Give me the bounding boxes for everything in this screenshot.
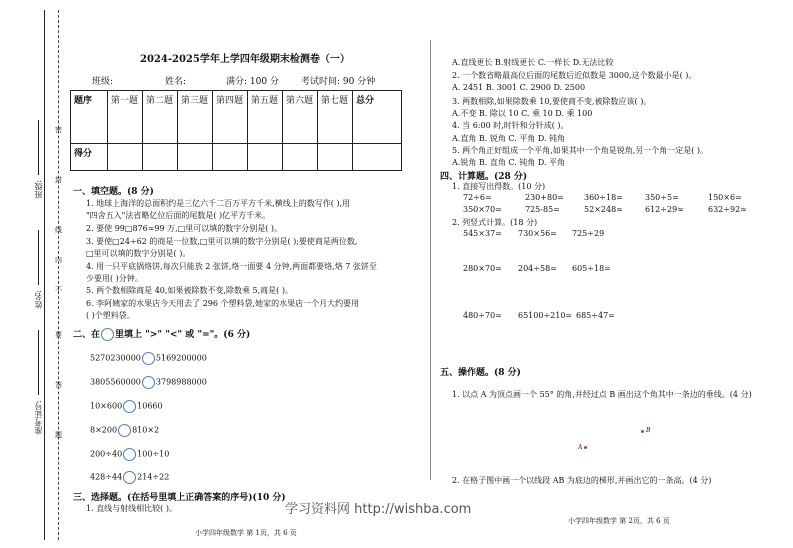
fill-item: 1. 地球上海洋的总面积约是三亿六千二百万平方千米,横线上的数写作( ),用 [86, 199, 351, 208]
compare-left: 3805560000 [90, 377, 141, 387]
info-class: 班级: [92, 77, 114, 87]
calc2-heading: 2. 列竖式计算。(18 分) [452, 218, 538, 227]
calc1-item: 150×6= [708, 193, 742, 202]
calc1-item: 350÷5= [645, 193, 679, 202]
name-label: 姓名: [34, 290, 43, 309]
calc2-item: 730×56= [518, 229, 557, 238]
calc1-item: 612÷29≈ [645, 205, 684, 214]
exam-title: 2024-2025学年上学四年级期末检测卷（一） [140, 54, 350, 65]
compare-left: 428÷44 [90, 472, 123, 482]
score-cell[interactable] [283, 144, 318, 171]
fill-item: 4. 用一只平底锅烙饼,每次只能放 2 张饼,烙一面要 4 分钟,两面都要烙,烙 7 张饼至 [86, 262, 377, 271]
fill-item: ( )个塑料袋。 [86, 311, 135, 320]
fill-item: 2. 要使 99□876≈99 万,□里可以填的数字分别是( )。 [86, 224, 283, 233]
section4-heading: 四、计算题。(28 分) [440, 172, 528, 182]
seal-char: 答 [55, 381, 62, 389]
compare-circle[interactable] [142, 376, 155, 389]
calc1-heading: 1. 直接写出得数。(10 分) [452, 182, 546, 191]
score-cell[interactable] [353, 144, 402, 171]
score-header-cell: 第二题 [143, 91, 178, 144]
calc2-item: 204÷58= [518, 264, 557, 273]
seal-char: 不 [55, 286, 62, 294]
operation-q2: 2. 在格子图中画一个以线段 AB 为底边的梯形,并画出它的一条高。(4 分) [452, 476, 712, 485]
score-value-row [71, 144, 402, 171]
compare-right: 810×2 [132, 425, 160, 435]
q2-options: A. 2451 B. 3001 C. 2900 D. 2500 [452, 83, 586, 92]
score-cell[interactable] [178, 144, 213, 171]
calc2-item: 480÷70= [463, 311, 502, 320]
fill-item: 5. 两个数相除商是 40,如果被除数不变,除数乘 5,商是( )。 [86, 286, 293, 295]
calc2-item: 545×37= [463, 229, 502, 238]
fill-item: □里可以填的数字分别是( )。 [86, 249, 191, 258]
seal-char: 题 [55, 431, 62, 439]
compare-row [90, 376, 207, 389]
q3-options: A.不变 B. 除以 10 C. 乘 10 D. 乘 100 [452, 109, 593, 118]
calc1-item: 360÷18= [584, 193, 623, 202]
class-label: 班级: [34, 180, 43, 199]
calc1-item: 632÷92≈ [708, 205, 747, 214]
section5-heading: 五、操作题。(8 分) [440, 368, 521, 378]
compare-right: 5169200000 [155, 353, 207, 363]
calc1-item: 52×248≈ [584, 205, 623, 214]
section1-heading: 一、填空题。(8 分) [73, 187, 154, 197]
compare-row [90, 424, 159, 437]
seal-char: 内 [55, 256, 62, 264]
point-b-marker [641, 430, 644, 433]
calc2-item: 605÷18= [572, 264, 611, 273]
section3-heading: 三、选择题。(在括号里填上正确答案的序号)(10 分) [73, 493, 286, 503]
compare-row [90, 400, 163, 413]
info-time: 考试时间: 90 分钟 [301, 77, 376, 87]
seal-char: 线 [55, 226, 62, 234]
q4-options: A.直角 B. 锐角 C. 平角 D. 钝角 [452, 134, 566, 143]
score-header-cell: 题序 [71, 91, 108, 144]
point-a-label: A [578, 444, 583, 451]
footer-left: 小学四年级数学 第 1页，共 6 页 [195, 529, 297, 537]
fill-item: 3. 要使□24÷62 的商是一位数,□里可以填的数字分别是( );要使商是两位数, [86, 237, 358, 246]
score-cell[interactable] [248, 144, 283, 171]
compare-circle[interactable] [118, 424, 131, 437]
compare-left: 200÷40 [90, 449, 123, 459]
seal-char: 密 [55, 126, 62, 134]
score-header-cell: 第六题 [283, 91, 318, 144]
score-header-cell: 第四题 [213, 91, 248, 144]
compare-left: 5270230000 [90, 353, 141, 363]
calc2-item: 65100÷210= [518, 311, 573, 320]
compare-right: 214÷22 [137, 472, 170, 482]
choice-q2: 2. 一个数省略最高位后面的尾数后近似数是 3000,这个数最小是( )。 [452, 71, 697, 80]
operation-q1: 1. 以点 A 为顶点画一个 55° 的角,并经过点 B 画出这个角其中一条边的垂线。(4 分) [452, 390, 752, 399]
choice-q4: 4. 当 6:00 时,时针和分针成( )。 [452, 121, 569, 130]
id-label: 准考证号: [34, 400, 43, 435]
class-underline [38, 120, 39, 175]
id-underline [38, 330, 39, 395]
compare-circle[interactable] [123, 400, 136, 413]
choice-q5: 5. 两个角正好组成一个平角,如果其中一个角是锐角,另一个角一定是( )。 [452, 146, 709, 155]
choice-q3: 3. 两数相除,如果除数乘 10,要使商不变,被除数应该( )。 [452, 97, 652, 106]
point-a-marker [584, 446, 587, 449]
watermark-text: 学习资料网 http://wishba.com [285, 502, 472, 517]
calc1-item: 350×70= [463, 205, 502, 214]
compare-right: 10660 [137, 401, 163, 411]
info-name: 姓名: [165, 77, 187, 87]
compare-row [90, 448, 169, 461]
score-header-cell: 第一题 [108, 91, 143, 144]
score-table [70, 90, 402, 171]
score-cell[interactable] [108, 144, 143, 171]
section2-heading [73, 327, 250, 341]
fill-item: 6. 李阿姨家的水果店今天用去了 296 个塑料袋,她家的水果店一个月大约要用 [86, 299, 360, 308]
compare-right: 3798988000 [155, 377, 207, 387]
q1-options: A.直线更长 B.射线更长 C.一样长 D.无法比较 [452, 58, 614, 67]
compare-row [90, 471, 169, 484]
score-cell[interactable] [143, 144, 178, 171]
score-header-cell: 第五题 [248, 91, 283, 144]
score-header-row [71, 91, 402, 144]
compare-circle[interactable] [123, 471, 136, 484]
compare-left: 10×600 [90, 401, 123, 411]
point-b-label: B [646, 427, 651, 434]
compare-circle[interactable] [142, 352, 155, 365]
q5-options: A.锐角 B. 直角 C. 钝角 D. 平角 [452, 158, 566, 167]
page-divider [430, 40, 431, 480]
calc1-item: 72÷6= [463, 193, 492, 202]
score-row-label: 得分 [71, 144, 108, 171]
calc1-item: 725-85= [525, 205, 560, 214]
calc2-item: 280×70= [463, 264, 502, 273]
calc1-item: 230+80= [525, 193, 564, 202]
score-cell[interactable] [213, 144, 248, 171]
fill-item: 少要用( )分钟。 [86, 274, 143, 283]
binding-line-outer [44, 10, 45, 540]
compare-left: 8×200 [90, 425, 118, 435]
compare-row [90, 352, 207, 365]
binding-line-dashed [58, 10, 59, 540]
score-header-cell: 总分 [353, 91, 402, 144]
score-header-cell: 第三题 [178, 91, 213, 144]
calc2-item: 685÷47= [576, 311, 615, 320]
seal-char: 要 [55, 331, 62, 339]
seal-char: 封 [55, 176, 62, 184]
footer-right: 小学四年级数学 第 2页，共 6 页 [568, 517, 670, 525]
compare-circle[interactable] [123, 448, 136, 461]
info-score: 满分: 100 分 [226, 77, 279, 87]
score-cell[interactable] [318, 144, 353, 171]
section2-heading-b: 里填上 ">" "<" 或 "="。(6 分) [115, 330, 251, 340]
choice-q1: 1. 直线与射线相比较( )。 [86, 504, 177, 513]
compare-right: 100÷10 [137, 449, 170, 459]
name-underline [38, 230, 39, 285]
calc2-item: 725÷29 [572, 229, 605, 238]
section2-heading-a: 二、在 [73, 330, 101, 340]
score-header-cell: 第七题 [318, 91, 353, 144]
fill-item: "四舍五入"法省略亿位后面的尾数是( )亿平方千米。 [86, 211, 271, 220]
circle-icon [101, 328, 114, 341]
